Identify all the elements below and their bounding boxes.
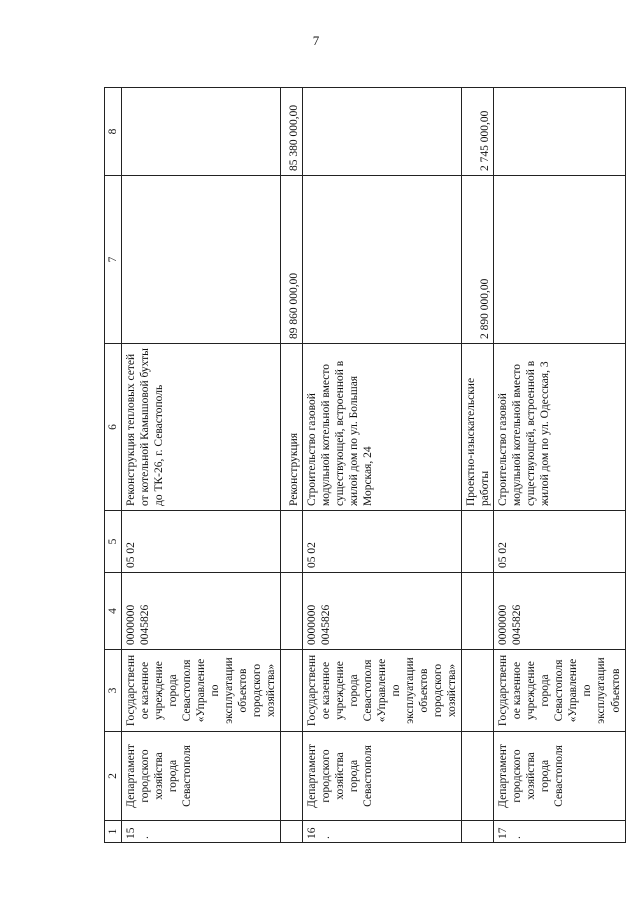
row-number: 16. bbox=[303, 821, 462, 843]
amount-cell bbox=[494, 88, 625, 176]
amount-cell: 85 380 000,00 bbox=[281, 88, 303, 176]
header-cell: 7 bbox=[105, 176, 122, 344]
amount-cell: 2 745 000,00 bbox=[462, 88, 494, 176]
description-cell: Реконструкция тепловых сетей от котельной Камышовой бухты до ТК-26, г. Севастополь bbox=[122, 344, 281, 511]
department-cell: Департамент городского хозяйства города Севастополя bbox=[303, 732, 462, 821]
amount-cell bbox=[303, 88, 462, 176]
amount-cell bbox=[303, 176, 462, 344]
header-cell: 6 bbox=[105, 344, 122, 511]
header-cell: 8 bbox=[105, 88, 122, 176]
header-cell: 4 bbox=[105, 573, 122, 650]
work-type-cell: Реконструкция bbox=[281, 344, 303, 511]
section-cell: 05 02 bbox=[122, 511, 281, 573]
table-row bbox=[494, 88, 625, 843]
table-subrow bbox=[281, 88, 303, 843]
row-number: 15. bbox=[122, 821, 281, 843]
code-cell: 0000000 0045826 bbox=[303, 573, 462, 650]
amount-cell: 89 860 000,00 bbox=[281, 176, 303, 344]
amount-cell bbox=[122, 176, 281, 344]
institution-cell: Государственное казенное учреждение города Севастополя «Управление по эксплуатации объектов городского хозяйства» bbox=[122, 650, 281, 732]
institution-cell: Государственное казенное учреждение города Севастополя «Управление по эксплуатации объектов городского хозяйства» bbox=[303, 650, 462, 732]
institution-cell: Государственное казенное учреждение города Севастополя «Управление по эксплуатации объектов bbox=[494, 650, 625, 732]
code-cell: 0000000 0045826 bbox=[122, 573, 281, 650]
header-cell: 1 bbox=[105, 821, 122, 843]
amount-cell bbox=[122, 88, 281, 176]
description-cell: Строительство газовой модульной котельной вместо существующей, встроенной в жилой дом по ул. Одесская, 3 bbox=[494, 344, 625, 511]
amount-cell: 2 890 000,00 bbox=[462, 176, 494, 344]
work-type-cell: Проектно-изыскательские работы bbox=[462, 344, 494, 511]
table-row bbox=[122, 88, 281, 843]
page-number: 7 bbox=[312, 33, 320, 48]
header-cell: 2 bbox=[105, 732, 122, 821]
description-cell: Строительство газовой модульной котельной вместо существующей, встроенной в жилой дом по ул. Большая Морская, 24 bbox=[303, 344, 462, 511]
header-cell: 3 bbox=[105, 650, 122, 732]
row-number: 17. bbox=[494, 821, 625, 843]
department-cell: Департамент городского хозяйства города Севастополя bbox=[122, 732, 281, 821]
section-cell: 05 02 bbox=[494, 511, 625, 573]
code-cell: 0000000 0045826 bbox=[494, 573, 625, 650]
rotated-table-wrapper bbox=[104, 88, 622, 843]
table-row bbox=[303, 88, 462, 843]
department-cell: Департамент городского хозяйства города Севастополя bbox=[494, 732, 625, 821]
table-subrow bbox=[462, 88, 494, 843]
amount-cell bbox=[494, 176, 625, 344]
header-row bbox=[105, 88, 122, 843]
section-cell: 05 02 bbox=[303, 511, 462, 573]
header-cell: 5 bbox=[105, 511, 122, 573]
budget-table bbox=[104, 87, 626, 843]
